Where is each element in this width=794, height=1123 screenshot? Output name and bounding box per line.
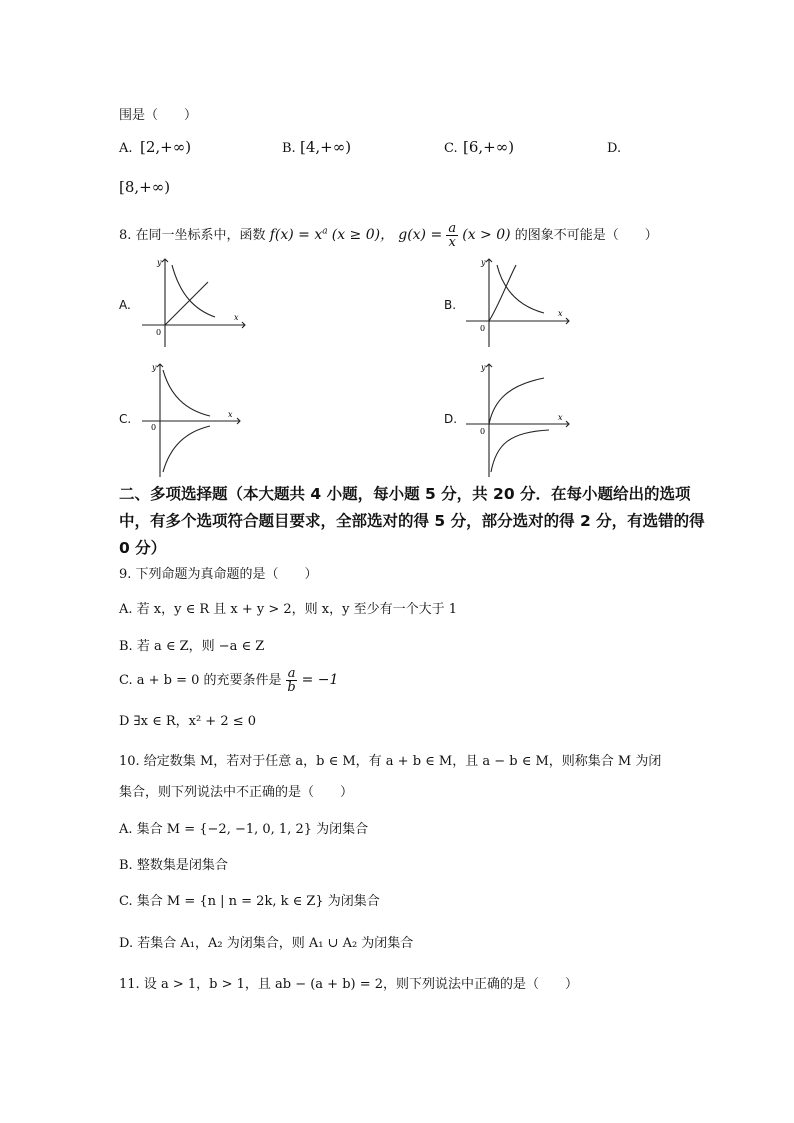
q9-option-b: B. 若 a ∈ Z，则 −a ∈ Z <box>119 639 265 654</box>
q8-option-b-label: B. <box>444 298 457 312</box>
q8-graph-a <box>140 255 250 350</box>
q8-prefix: 8. 在同一坐标系中，函数 <box>119 228 266 243</box>
q11-stem: 11. 设 a > 1，b > 1，且 ab − (a + b) = 2，则下列说法中正确的是（ ） <box>119 977 579 992</box>
q7-option-d-value: [8,+∞) <box>119 178 171 196</box>
q10-option-a: A. 集合 M = {−2, −1, 0, 1, 2} 为闭集合 <box>119 822 369 837</box>
q7-option-d-label: D. <box>607 141 622 156</box>
q7-option-c-label: C. <box>444 141 458 156</box>
q8-f-exp: a <box>322 226 328 237</box>
q8-graph-c <box>140 360 250 480</box>
q8-graph-d-x: x <box>558 413 563 422</box>
q9-option-c-fraction: $\frac{a}{b}$ <box>287 666 296 695</box>
q9-stem: 9. 下列命题为真命题的是（ ） <box>119 567 318 582</box>
q8-graph-a-x: x <box>234 313 239 322</box>
q9-option-c-suffix: = −1 <box>301 672 339 688</box>
q8-graph-d-origin: 0 <box>480 427 486 436</box>
q9-option-c-prefix: C. a + b = 0 的充要条件是 <box>119 673 282 688</box>
q8-graph-c-y: y <box>152 363 157 372</box>
q10-option-b: B. 整数集是闭集合 <box>119 858 228 873</box>
q8-graph-d <box>464 360 574 480</box>
q10-stem-line1: 10. 给定数集 M，若对于任意 a，b ∈ M，有 a + b ∈ M，且 a − b ∈ M，则称集合 M 为闭 <box>119 754 662 769</box>
q10-option-d: D. 若集合 A₁，A₂ 为闭集合，则 A₁ ∪ A₂ 为闭集合 <box>119 936 414 951</box>
q8-g: g(x) = <box>398 227 443 243</box>
q8-stem <box>119 222 658 249</box>
q8-g-domain: (x > 0) <box>462 227 511 243</box>
q8-g-fraction: $\frac{a}{x}$ <box>448 221 457 250</box>
q8-graph-b-x: x <box>558 309 563 318</box>
q8-option-d-label: D. <box>444 412 458 426</box>
q9-option-c <box>119 667 338 694</box>
q8-option-c-label: C. <box>119 412 132 426</box>
q8-option-a-label: A. <box>119 298 131 312</box>
q8-f-domain: (x ≥ 0)， <box>331 227 395 243</box>
q9-option-d: D ∃x ∈ R，x² + 2 ≤ 0 <box>119 714 257 729</box>
q8-graph-b-y: y <box>481 258 486 267</box>
q8-graph-c-origin: 0 <box>151 423 157 432</box>
q7-option-b-value: [4,+∞) <box>300 138 352 156</box>
q10-option-c: C. 集合 M = {n | n = 2k, k ∈ Z} 为闭集合 <box>119 894 380 909</box>
q8-graph-a-y: y <box>157 258 162 267</box>
q8-graph-a-origin: 0 <box>156 328 162 337</box>
q7-option-a-value: [2,+∞) <box>140 138 192 156</box>
q9-option-a: A. 若 x，y ∈ R 且 x + y > 2，则 x，y 至少有一个大于 1 <box>119 602 458 617</box>
q8-f: f(x) = x <box>269 227 323 243</box>
q8-graph-b <box>464 255 574 350</box>
q7-option-c-value: [6,+∞) <box>463 138 515 156</box>
q7-tail: 围是（ ） <box>119 108 198 123</box>
q10-stem-line2: 集合，则下列说法中不正确的是（ ） <box>119 785 354 800</box>
q7-option-a-label: A. <box>119 141 133 156</box>
q8-graph-d-y: y <box>481 363 486 372</box>
section2-title: 二、多项选择题（本大题共 4 小题，每小题 5 分，共 20 分．在每小题给出的选项中，有多个选项符合题目要求，全部选对的得 5 分，部分选对的得 2 分，有选错的得 0 分） <box>119 485 705 557</box>
q8-graph-c-x: x <box>228 410 233 419</box>
q8-suffix: 的图象不可能是（ ） <box>514 228 658 243</box>
q8-graph-b-origin: 0 <box>480 324 486 333</box>
q7-option-b-label: B. <box>282 141 296 156</box>
